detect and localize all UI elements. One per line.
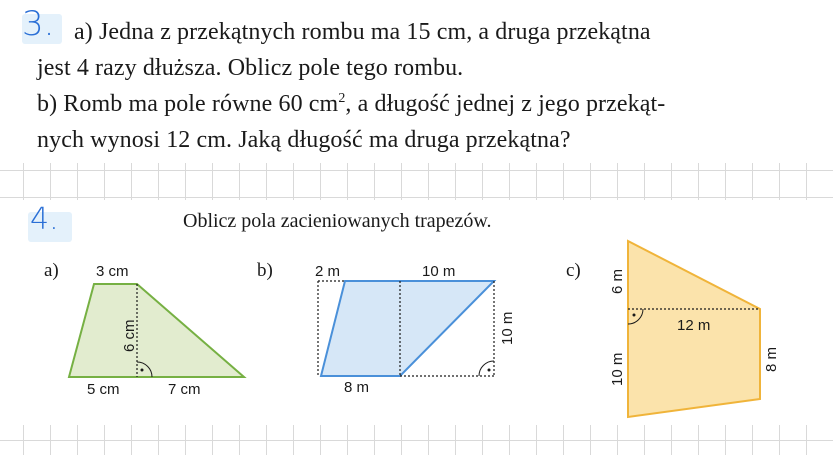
trapezoid-c (609, 241, 780, 417)
task-3-line-3-superscript: 2 (338, 91, 346, 106)
task-3-number: 3. (22, 4, 55, 44)
trapezoid-b-top-left-label: 2 m (315, 263, 341, 280)
part-a-label: a) (44, 260, 59, 281)
task-3-line-1: a) Jedna z przekątnych rombu ma 15 cm, a druga przekątna (74, 19, 651, 45)
task-3-line-3-start: b) Romb ma pole równe 60 cm (37, 91, 339, 117)
part-c-label: c) (566, 260, 581, 281)
trapezoid-b-bottom-label: 8 m (344, 379, 370, 396)
trapezoid-a-top-label: 3 cm (96, 263, 129, 280)
trapezoid-a-height-label: 6 cm (121, 319, 138, 352)
trapezoid-a-bottom-right-label: 7 cm (168, 381, 201, 398)
right-angle-dot-b (488, 369, 491, 372)
task-4-title: Oblicz pola zacieniowanych trapezów. (183, 210, 492, 232)
task-4-number: 4. (30, 202, 59, 237)
right-angle-mark-b (479, 361, 494, 376)
trapezoid-b-shape (321, 281, 494, 376)
right-angle-dot-c (633, 314, 636, 317)
trapezoid-b (315, 263, 516, 396)
task-3-line-3-end: , a długość jednej z jego przekąt- (345, 91, 666, 117)
trapezoid-c-left-height-label: 10 m (609, 352, 626, 386)
right-angle-dot-a (141, 369, 144, 372)
task-3-line-2: jest 4 razy dłuższa. Oblicz pole tego rombu. (37, 55, 464, 81)
trapezoid-b-height-label: 10 m (499, 311, 516, 345)
trapezoid-c-right-label: 8 m (763, 346, 780, 372)
trapezoid-a-shape (69, 284, 244, 377)
trapezoid-c-width-label: 12 m (677, 317, 711, 334)
trapezoid-a-bottom-left-label: 5 cm (87, 381, 120, 398)
trapezoid-b-top-right-label: 10 m (422, 263, 456, 280)
trapezoid-c-top-height-label: 6 m (609, 268, 626, 294)
trapezoid-a (69, 263, 244, 398)
part-b-label: b) (257, 260, 273, 281)
task-3-line-4: nych wynosi 12 cm. Jaką długość ma druga przekątna? (37, 127, 571, 153)
